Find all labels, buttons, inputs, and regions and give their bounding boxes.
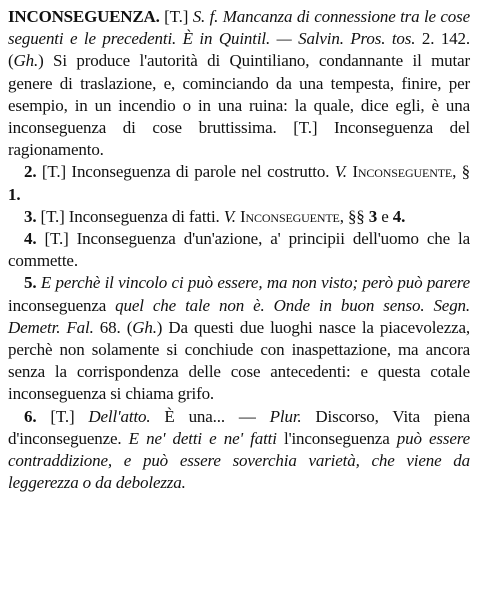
text-segment: può essere contraddizione, e può essere soverchia varietà, che viene da leggerezza o da debolezza. xyxy=(8,428,470,493)
entry-sense-5 xyxy=(8,272,470,405)
entry-sense-6 xyxy=(8,406,470,495)
text-segment: quel che tale non è. Onde in buon senso. Segn. Demetr. Fal. xyxy=(8,295,471,337)
entry-sense-4 xyxy=(8,228,470,272)
text-segment: 6. xyxy=(24,406,37,426)
text-segment: 4. xyxy=(392,206,406,226)
text-segment: Inconseguente xyxy=(352,162,453,182)
text-segment: 68. ( xyxy=(93,317,133,337)
text-segment: E perchè il vincolo ci può essere, ma non visto; però può parere xyxy=(36,273,470,293)
text-segment: Gh. xyxy=(132,317,157,337)
text-segment: Plur. xyxy=(269,406,302,426)
text-segment: ) Si produce l'autorità di Quintiliano, condannante il mutar genere di traslazione, e, cominciando da una tempesta, finire, per esempio, in un incendio o in una ruina: la quale, dice egli, è una inconseguenza di cose bruttissima. [T.] Inconseguenza del ragionamento. xyxy=(8,51,470,160)
text-segment: inconseguenza xyxy=(8,295,116,315)
text-segment: Gh. xyxy=(13,51,39,71)
text-segment: È una... — xyxy=(150,406,270,426)
text-segment: ) Da questi due luoghi nasce la piacevolezza, perchè non solamente si conchiude con inaspettazione, ma ancora senza la corrispondenza delle cose antecedenti: e questa cotale inconseguenza si chiama grifo. xyxy=(8,317,470,404)
text-segment: Discorso, Vita piena d'inconseguenze. xyxy=(8,406,470,448)
text-segment: 4. xyxy=(24,229,37,249)
text-segment: E ne' detti e ne' fatti xyxy=(128,428,277,448)
text-segment: 1. xyxy=(8,184,21,204)
text-segment: V. xyxy=(334,162,347,182)
text-segment: 3. xyxy=(24,206,37,226)
text-segment: , § xyxy=(452,162,470,182)
text-segment: [T.] Inconseguenza di parole nel costrutto. xyxy=(36,162,335,182)
text-segment: V. xyxy=(223,206,236,226)
text-segment: Inconseguente xyxy=(240,206,340,226)
text-segment: [T.] xyxy=(159,7,193,26)
text-segment: [T.] xyxy=(36,406,89,426)
entry-definition-main xyxy=(8,6,470,161)
text-segment: [T.] Inconseguenza d'un'azione, a' principii dell'uomo che la commette. xyxy=(8,229,470,271)
text-segment: 2. xyxy=(24,162,37,182)
text-segment: Dell'atto. xyxy=(88,406,151,426)
text-segment: e xyxy=(377,206,393,226)
text-segment: l'inconseguenza xyxy=(276,428,397,448)
entry-sense-3 xyxy=(8,206,470,228)
text-segment: 2. 142. ( xyxy=(8,29,470,71)
entry-sense-2 xyxy=(8,161,470,205)
text-segment: 3 xyxy=(368,206,378,226)
text-segment: [T.] Inconseguenza di fatti. xyxy=(36,206,224,226)
entry-headword: INCONSEGUENZA. xyxy=(8,7,160,26)
text-segment: S. f. Mancanza di connessione tra le cose seguenti e le precedenti. È in Quintil. — Salvin. Pros. tos. xyxy=(8,7,471,49)
text-segment: , §§ xyxy=(339,206,369,226)
text-segment: 5. xyxy=(24,273,37,293)
